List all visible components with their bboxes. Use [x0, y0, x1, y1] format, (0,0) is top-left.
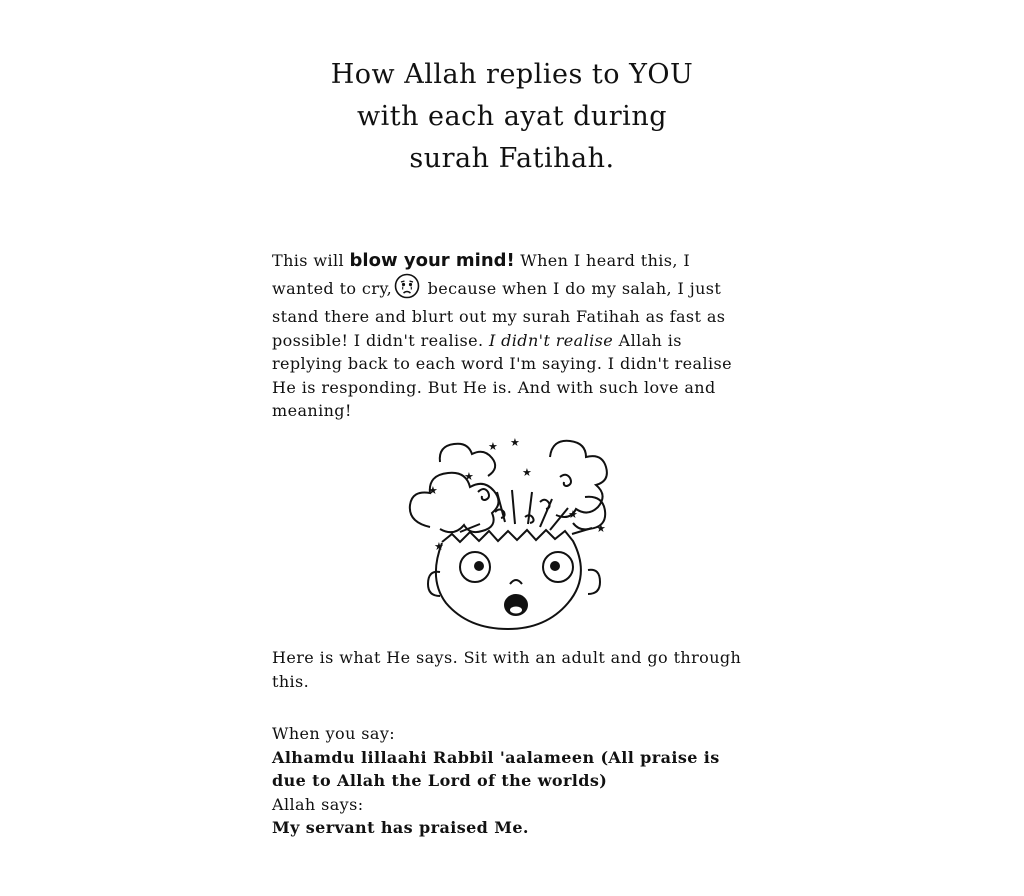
allah-reply-text: My servant has praised Me.	[272, 818, 529, 837]
svg-text:★: ★	[428, 484, 438, 497]
svg-text:★: ★	[434, 540, 444, 553]
intro-before: This will	[272, 251, 350, 270]
intro-part-3: Allah is replying back to each word I'm saying. I didn't realise He is responding. But He is. And with such love and meaning!	[272, 330, 732, 420]
intro-emphasis: blow your mind!	[349, 250, 515, 271]
svg-text:★: ★	[510, 436, 520, 449]
allah-says-label: Allah says:	[272, 794, 364, 814]
svg-text:★: ★	[464, 470, 474, 483]
title-line-2: with each ayat during	[356, 101, 667, 132]
svg-text:★: ★	[522, 466, 532, 479]
ayat-text: Alhamdu lillaahi Rabbil 'aalameen (All praise is due to Allah the Lord of the worlds)	[272, 747, 720, 790]
when-you-say-label: When you say:	[272, 724, 396, 743]
title-line-1: How Allah replies to YOU	[330, 59, 694, 90]
mind-blown-head-illustration	[400, 432, 630, 632]
svg-text:★: ★	[596, 522, 606, 535]
instructions-paragraph: Here is what He says. Sit with an adult and go through this.	[272, 648, 742, 691]
verse-block	[272, 722, 752, 840]
intro-italic: I didn't realise	[488, 330, 614, 350]
page-title	[262, 54, 762, 180]
intro-paragraph	[272, 249, 752, 423]
crying-face-icon	[394, 273, 420, 306]
svg-text:★: ★	[568, 508, 578, 521]
intro-part-2: because when I do my salah, I just stand there and blurt out my surah Fatihah as fast as possible! I didn't realise.	[272, 278, 726, 350]
title-line-3: surah Fatihah.	[409, 143, 615, 174]
intro-part-1: When I heard this, I wanted to cry,	[272, 251, 691, 298]
svg-text:★: ★	[488, 440, 498, 453]
